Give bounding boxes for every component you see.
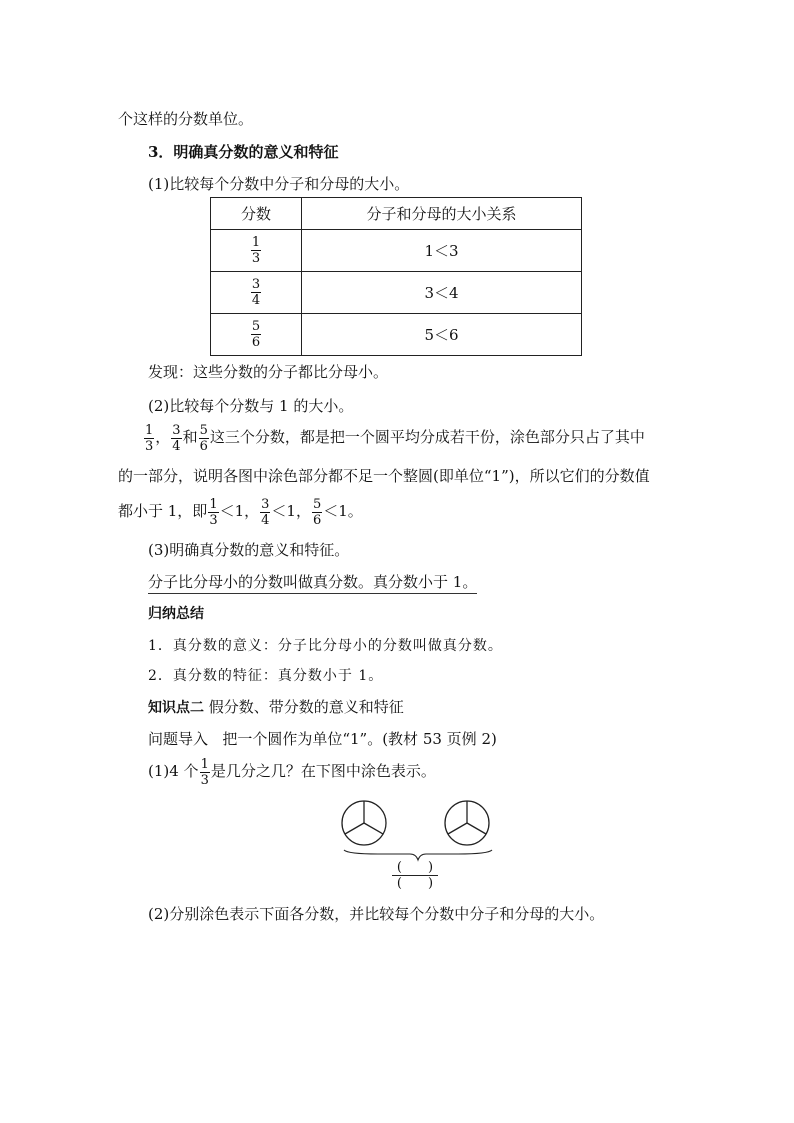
answer-blank-fraction [392, 860, 438, 891]
fraction-five-sixths [199, 423, 209, 454]
step-1-text: (1)比较每个分数中分子和分母的大小。 [148, 175, 410, 193]
table-header-row [211, 198, 582, 230]
denominator: 3 [251, 251, 261, 266]
summary-item-2: 2．真分数的特征：真分数小于 1。 [148, 668, 384, 684]
relation-cell: 5＜6 [302, 314, 582, 356]
relation-cell: 1＜3 [302, 230, 582, 272]
intro-label: 问题导入 [148, 730, 209, 748]
knowledge-point-heading [148, 697, 404, 718]
question-text: 是几分之几？在下图中涂色表示。 [210, 762, 436, 780]
intro-line [148, 729, 497, 749]
denominator: 6 [251, 335, 261, 350]
fraction-cell [211, 314, 302, 356]
circle-divided-in-thirds [342, 801, 386, 845]
fraction [251, 277, 261, 308]
summary-heading: 归纳总结 [148, 606, 204, 622]
table-row [211, 314, 582, 356]
denominator: 4 [261, 512, 270, 528]
section-heading: 3．明确真分数的意义和特征 [148, 143, 339, 161]
denominator: 4 [172, 438, 181, 454]
circle-divided-in-thirds [445, 801, 489, 845]
summary-item-1: 1．真分数的意义：分子比分母小的分数叫做真分数。 [148, 638, 503, 654]
underlined-answer: 分子比分母小的分数叫做真分数。真分数小于 1。 [148, 573, 477, 594]
comparison-table [210, 197, 582, 356]
circles-figure [338, 796, 498, 866]
table-row [211, 272, 582, 314]
blank-denominator[interactable]: ( ) [396, 876, 434, 891]
step-3-text: (3)明确真分数的意义和特征。 [148, 541, 350, 559]
question-2: (2)分别涂色表示下面各分数，并比较每个分数中分子和分母的大小。 [148, 905, 605, 923]
numerator: 1 [209, 496, 218, 512]
fraction [251, 319, 261, 350]
numerator: 1 [145, 422, 154, 438]
numerator: 5 [312, 496, 322, 512]
relation-cell: 3＜4 [302, 272, 582, 314]
finding-text: 发现：这些分数的分子都比分母小。 [148, 363, 389, 381]
intro-text: 把一个圆作为单位“1”。(教材 53 页例 2) [222, 730, 497, 748]
numerator: 3 [172, 422, 181, 438]
fraction-one-third [208, 497, 218, 528]
denominator: 3 [209, 512, 218, 528]
fraction-cell [211, 272, 302, 314]
explanation-text: 这三个分数，都是把一个圆平均分成若干份，涂色部分只占了其中 [209, 428, 645, 446]
denominator: 3 [200, 772, 209, 788]
denominator: 3 [145, 438, 154, 454]
answer-text [148, 572, 477, 592]
fraction-three-fourths [171, 423, 181, 454]
explanation-line-1: $\frac{1}{3}$ ， $\frac{3}{4}$ 和 $\frac{5}{6}$ 这三个分数，都是把一个圆平均分成若干份，涂色部分只占了其中 [145, 422, 645, 454]
denominator: 6 [312, 512, 322, 528]
knowledge-point-title: 假分数、带分数的意义和特征 [208, 698, 404, 716]
fraction-one-third [144, 423, 154, 454]
numerator: 3 [251, 277, 261, 292]
comparison: ＜1， [219, 502, 260, 520]
fraction-one-third [200, 757, 210, 788]
numerator: 3 [261, 496, 270, 512]
table-header-relation: 分子和分母的大小关系 [302, 198, 582, 230]
explanation-line-3 [118, 494, 363, 528]
grouping-brace [344, 850, 492, 860]
fraction-five-sixths [312, 497, 322, 528]
fraction-cell [211, 230, 302, 272]
table-header-fraction: 分数 [211, 198, 302, 230]
step-2-text: (2)比较每个分数与 1 的大小。 [148, 397, 354, 415]
comparison: ＜1， [271, 502, 311, 520]
and-word: 和 [182, 428, 198, 446]
denominator: 4 [251, 293, 261, 308]
explanation-text: 都小于 1，即 [118, 502, 208, 520]
fraction [251, 235, 261, 266]
knowledge-point-label: 知识点二 [148, 700, 204, 716]
table-row [211, 230, 582, 272]
numerator: 1 [251, 235, 261, 250]
numerator: 1 [200, 756, 209, 772]
numerator: 5 [199, 422, 208, 438]
denominator: 6 [199, 438, 208, 454]
question-text: (1)4 个 [148, 762, 199, 780]
explanation-line-2: 的一部分，说明各图中涂色部分都不足一个整圆(即单位“1”)，所以它们的分数值 [118, 467, 650, 485]
comparison: ＜1。 [323, 502, 363, 520]
numerator: 5 [251, 319, 261, 334]
fraction-three-fourths [260, 497, 270, 528]
question-1 [148, 754, 436, 788]
blank-numerator[interactable]: ( ) [392, 860, 438, 876]
paragraph-continuation: 个这样的分数单位。 [118, 110, 254, 128]
